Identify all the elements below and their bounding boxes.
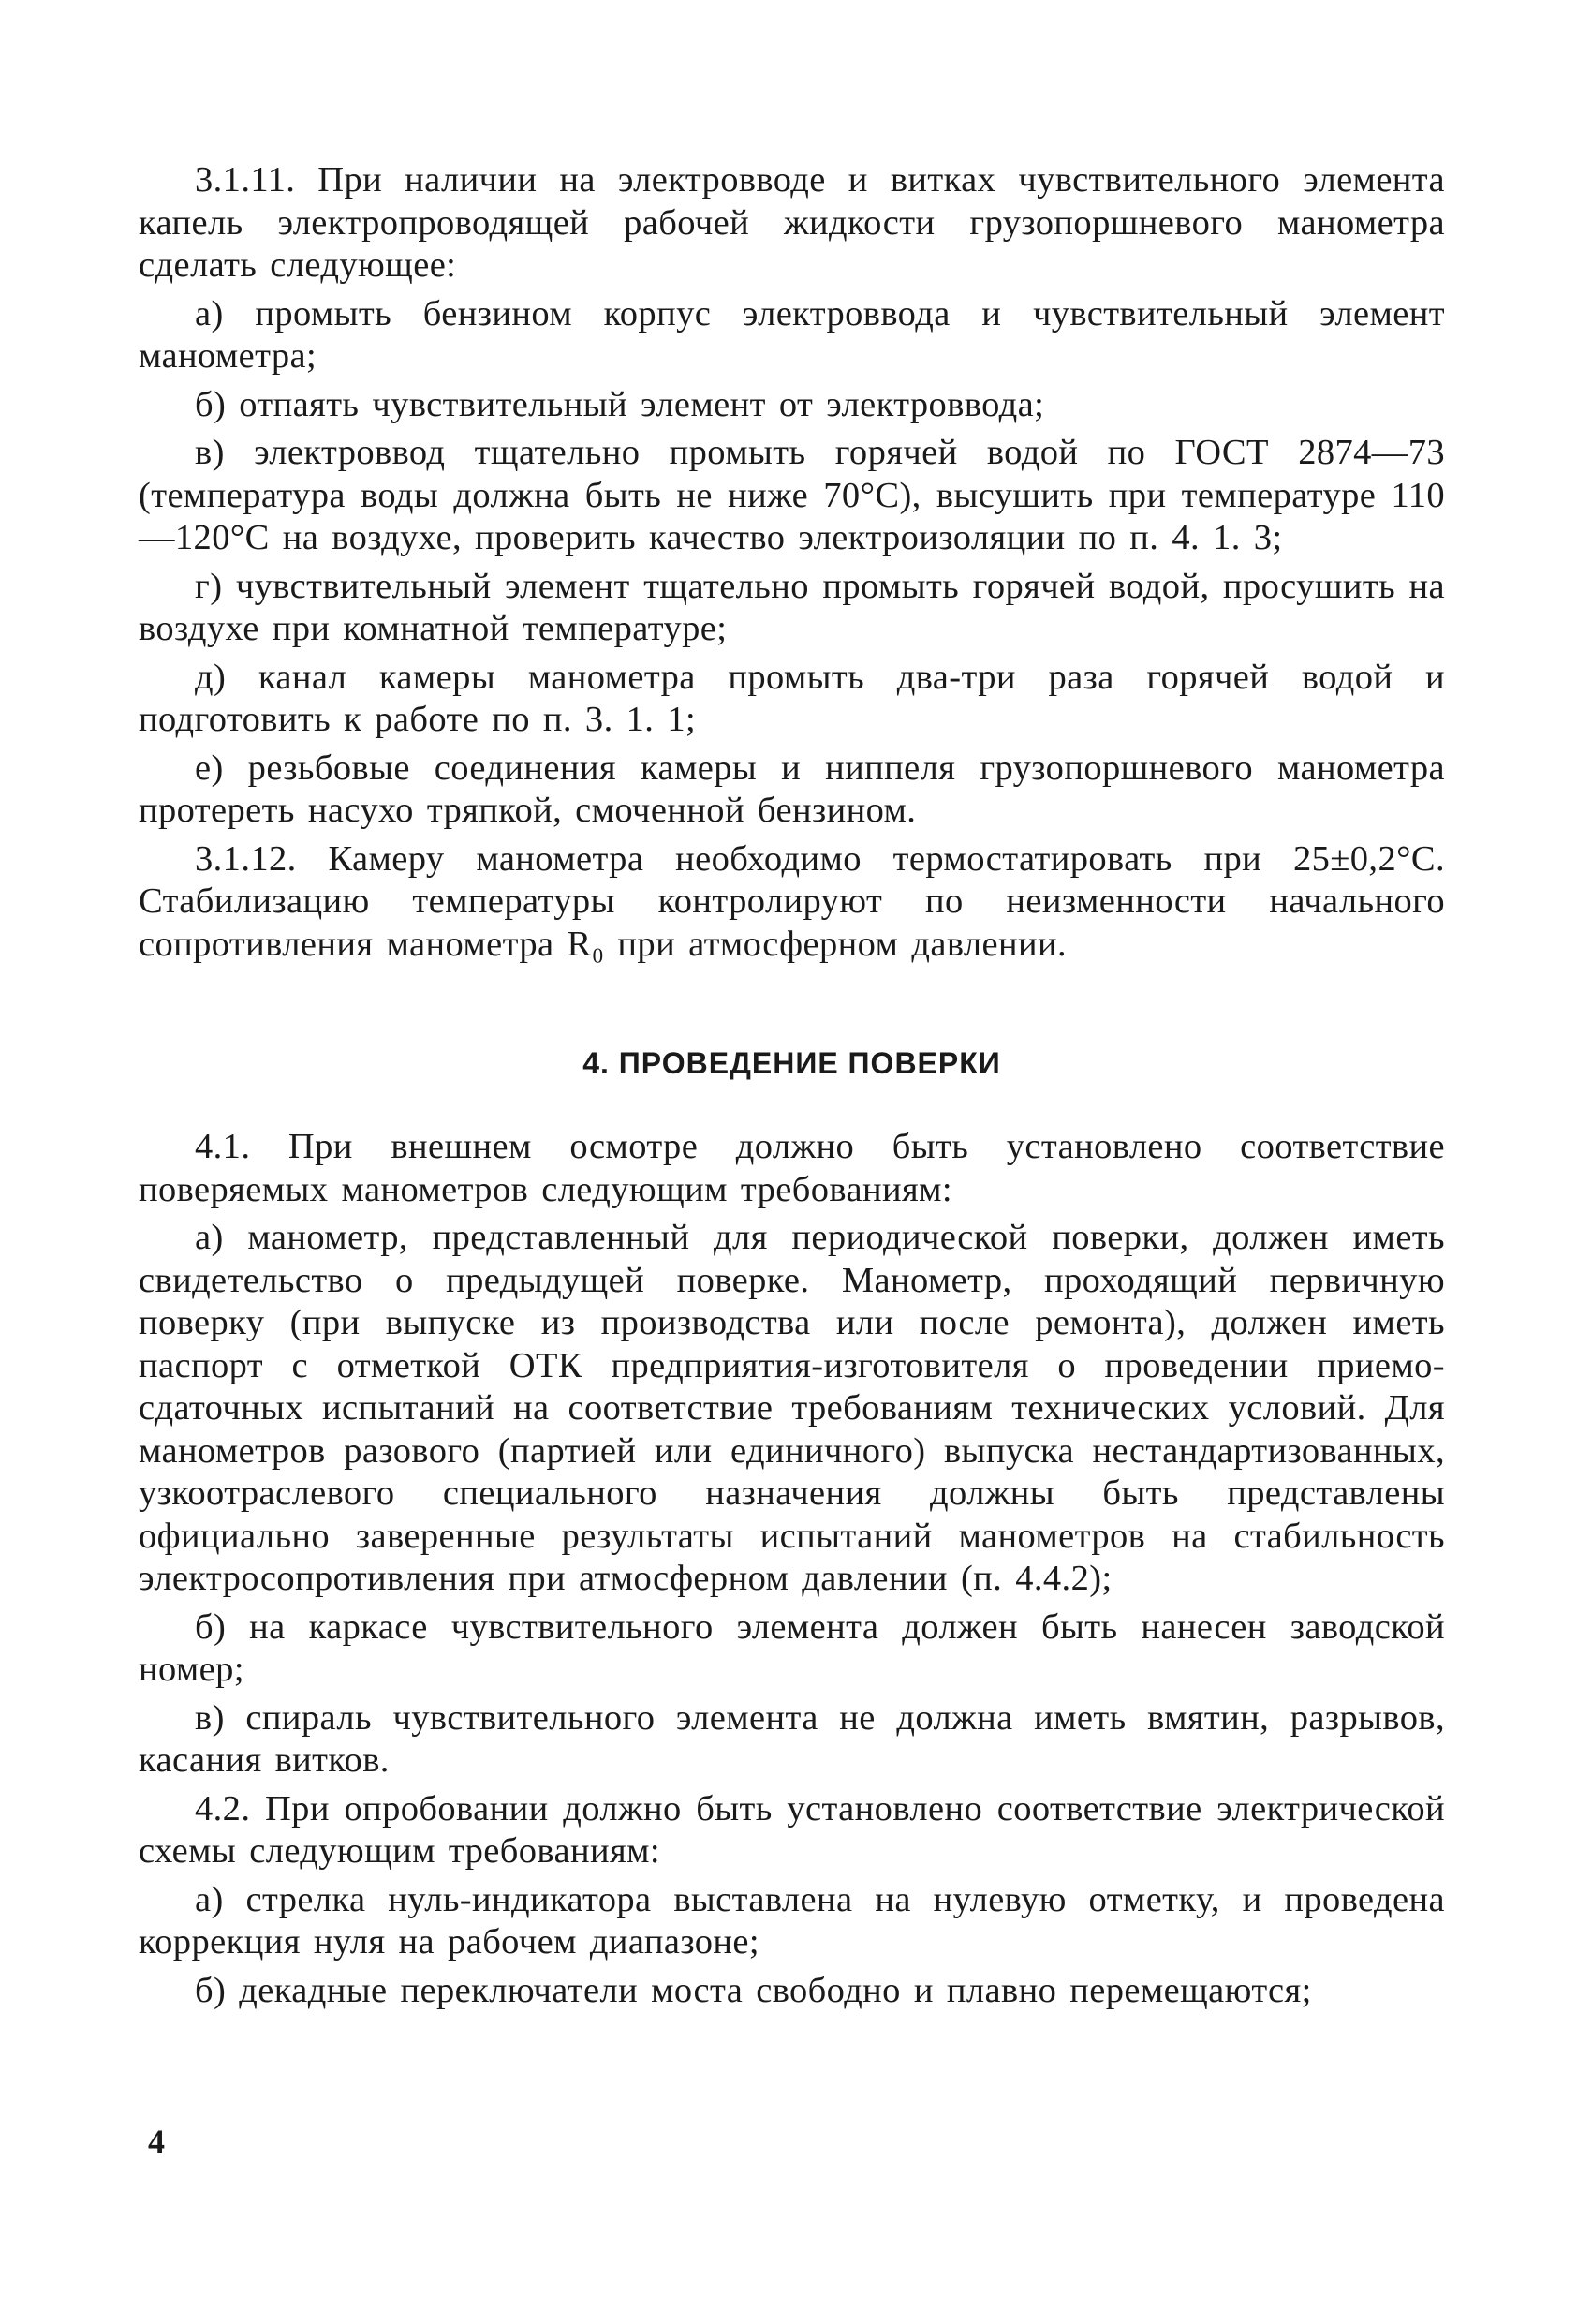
list-item-4-1-b: б) на каркасе чувствительного элемента должен быть нанесен заводской номер; — [139, 1606, 1445, 1689]
list-item-e: е) резьбовые соединения камеры и ниппеля грузопоршневого манометра протереть насухо тряпкой, смоченной бензином. — [139, 748, 1445, 830]
list-item-b: б) отпаять чувствительный элемент от электроввода; — [195, 384, 1045, 424]
section-heading: 4. ПРОВЕДЕНИЕ ПОВЕРКИ — [582, 1046, 1001, 1080]
list-item-4-2-a: а) стрелка нуль-индикатора выставлена на нулевую отметку, и проведена коррекция нуля на рабочем диапазоне; — [139, 1879, 1445, 1961]
list-item-d: д) канал камеры манометра промыть два-три раза горячей водой и подготовить к работе по п. 3. 1. 1; — [139, 657, 1445, 739]
list-item-v: в) электроввод тщательно промыть горячей водой по ГОСТ 2874—73 (температура воды должна быть не ниже 70°С), высушить при температуре 110—120°С на воздухе, проверить качество электроизоляции по п. 4. 1. 3; — [139, 433, 1445, 557]
paragraph-4-1: 4.1. При внешнем осмотре должно быть установлено соответствие поверяемых манометров следующим требованиям: — [139, 1127, 1445, 1209]
list-item-4-1-a: а) манометр, представленный для периодической поверки, должен иметь свидетельство о предыдущей поверке. Манометр, проходящий первичную поверку (при выпуске из производства или после ремонта), должен иметь паспорт с отметкой ОТК предприятия-изготовителя о проведении приемо-сдаточных испытаний на соответствие требованиям технических условий. Для манометров разового (партией или единичного) выпуска нестандартизованных, узкоотраслевого специального назначения должны быть представлены официально заверенные результаты испытаний манометров на стабильность электросопротивления при атмосферном давлении (п. 4.4.2); — [139, 1218, 1445, 1598]
paragraph-3-1-12: 3.1.12. Камеру манометра необходимо термостатировать при 25±0,2°С. Стабилизацию температуры контролируют по неизменности начального сопротивления манометра R₀ при атмосферном давлении. — [139, 838, 1445, 964]
list-item-g: г) чувствительный элемент тщательно промыть горячей водой, просушить на воздухе при комнатной температуре; — [139, 566, 1445, 648]
document-page — [139, 159, 1445, 2018]
list-item-4-2-b: б) декадные переключатели моста свободно и плавно перемещаются; — [195, 1970, 1312, 2010]
paragraph-4-2: 4.2. При опробовании должно быть установлено соответствие электрической схемы следующим требованиям: — [139, 1788, 1445, 1871]
list-item-a: а) промыть бензином корпус электроввода и чувствительный элемент манометра; — [139, 293, 1445, 376]
page-number: 4 — [148, 2123, 165, 2160]
list-item-4-1-v: в) спираль чувствительного элемента не должна иметь вмятин, разрывов, касания витков. — [139, 1697, 1445, 1780]
paragraph-3-1-11: 3.1.11. При наличии на электровводе и витках чувствительного элемента капель электропроводящей рабочей жидкости грузопоршневого манометра сделать следующее: — [139, 160, 1445, 285]
